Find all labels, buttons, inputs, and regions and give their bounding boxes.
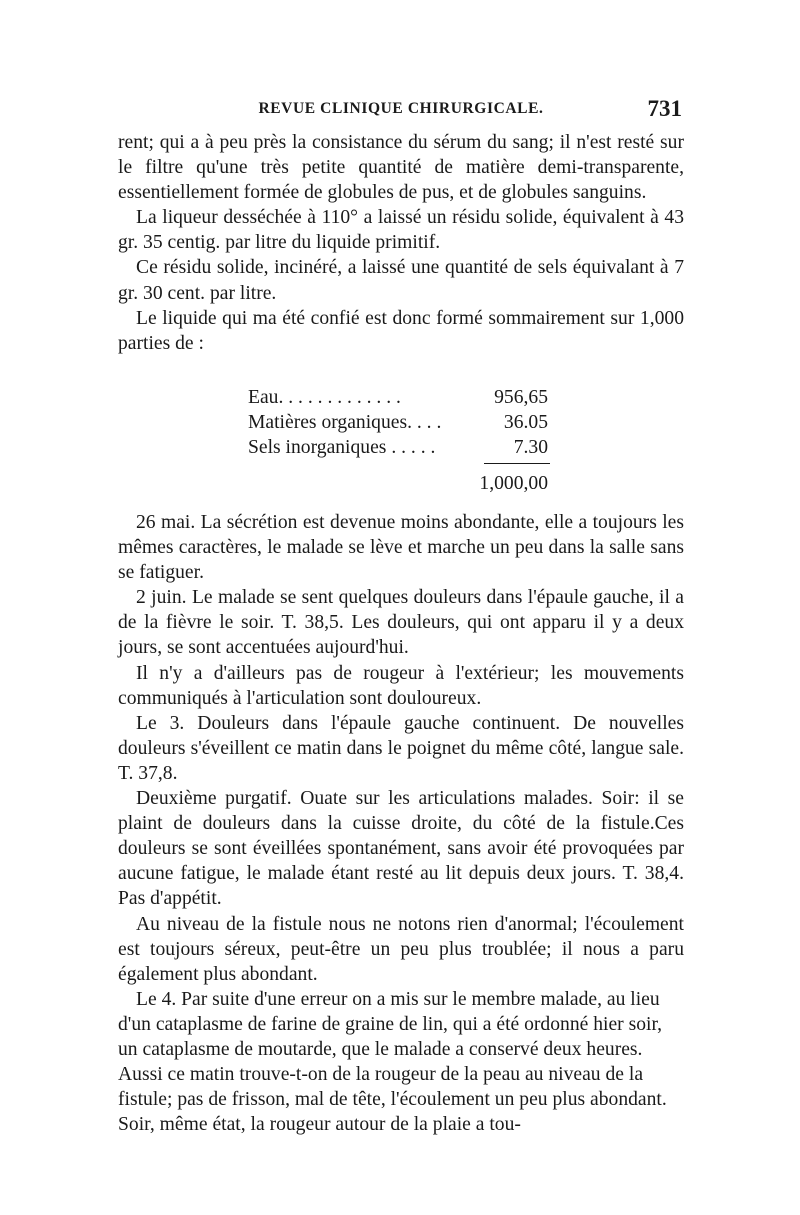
row-label: Sels inorganiques . . . . .	[248, 437, 436, 458]
paragraph: Le 3. Douleurs dans l'épaule gauche continuent. De nouvelles douleurs s'éveillent ce matin dans le poignet du même côté, langue sale. T. 37,8.	[118, 712, 684, 784]
row-value: 36.05	[503, 412, 548, 433]
sum-rule	[484, 463, 550, 464]
paragraph: 26 mai. La sécrétion est devenue moins abondante, elle a toujours les mêmes caractères, le malade se lève et marche un peu dans la salle sans se fatiguer.	[118, 512, 684, 584]
paragraph: Il n'y a d'ailleurs pas de rougeur à l'extérieur; les mouvements communiqués à l'articulation sont douloureux.	[118, 662, 684, 709]
paragraph: Le liquide qui ma été confié est donc formé sommairement sur 1,000 parties de :	[118, 307, 684, 354]
paragraph: La liqueur desséchée à 110° a laissé un résidu solide, équivalent à 43 gr. 35 centig. par litre du liquide primitif.	[118, 207, 684, 254]
table-row	[248, 435, 558, 460]
body-text-top	[118, 130, 684, 356]
paragraph: Au niveau de la fistule nous ne notons rien d'anormal; l'écoulement est toujours séreux, peut-être un peu plus troublée; il nous a paru également plus abondant.	[118, 913, 684, 985]
body-text-bottom	[118, 510, 684, 1137]
row-value: 956,65	[494, 387, 548, 408]
paragraph: Ce résidu solide, incinéré, a laissé une quantité de sels équivalant à 7 gr. 30 cent. par litre.	[118, 257, 684, 304]
running-title: REVUE CLINIQUE CHIRURGICALE.	[258, 100, 544, 117]
total-value: 1,000,00	[479, 473, 548, 494]
paragraph: 2 juin. Le malade se sent quelques douleurs dans l'épaule gauche, il a de la fièvre le soir. T. 38,5. Les douleurs, qui ont apparu il y a deux jours, se sont accentuées aujourd'hui.	[118, 587, 684, 659]
composition-table	[248, 385, 558, 496]
paragraph: Le 4. Par suite d'une erreur on a mis sur le membre malade, au lieu d'un cataplasme de farine de graine de lin, qui a été ordonné hier soir, un cataplasme de moutarde, que le malade a conservé deux heures. Aussi ce matin trouve-t-on de la rougeur de la peau au niveau de la fistule; pas de frisson, mal de tête, l'écoulement un peu plus abondant. Soir, même état, la rougeur autour de la plaie a tou-	[118, 988, 667, 1136]
row-value: 7.30	[513, 437, 548, 458]
table-row	[248, 385, 558, 410]
page-number: 731	[647, 96, 682, 121]
total-row	[248, 460, 558, 496]
paragraph: Deuxième purgatif. Ouate sur les articulations malades. Soir: il se plaint de douleurs dans la cuisse droite, du côté de la fistule.Ces douleurs se sont éveillées spontanément, sans avoir été provoquées par aucune fatigue, le malade étant resté au lit depuis deux jours. T. 38,4. Pas d'appétit.	[118, 788, 684, 910]
row-label: Eau. . . . . . . . . . . . .	[248, 387, 401, 408]
paragraph: rent; qui a à peu près la consistance du sérum du sang; il n'est resté sur le filtre qu'une très petite quantité de matière demi-transparente, essentiellement formée de globules de pus, et de globules sanguins.	[118, 132, 684, 204]
row-label: Matières organiques. . . .	[248, 412, 442, 433]
page-header	[118, 96, 684, 126]
table-row	[248, 410, 558, 435]
